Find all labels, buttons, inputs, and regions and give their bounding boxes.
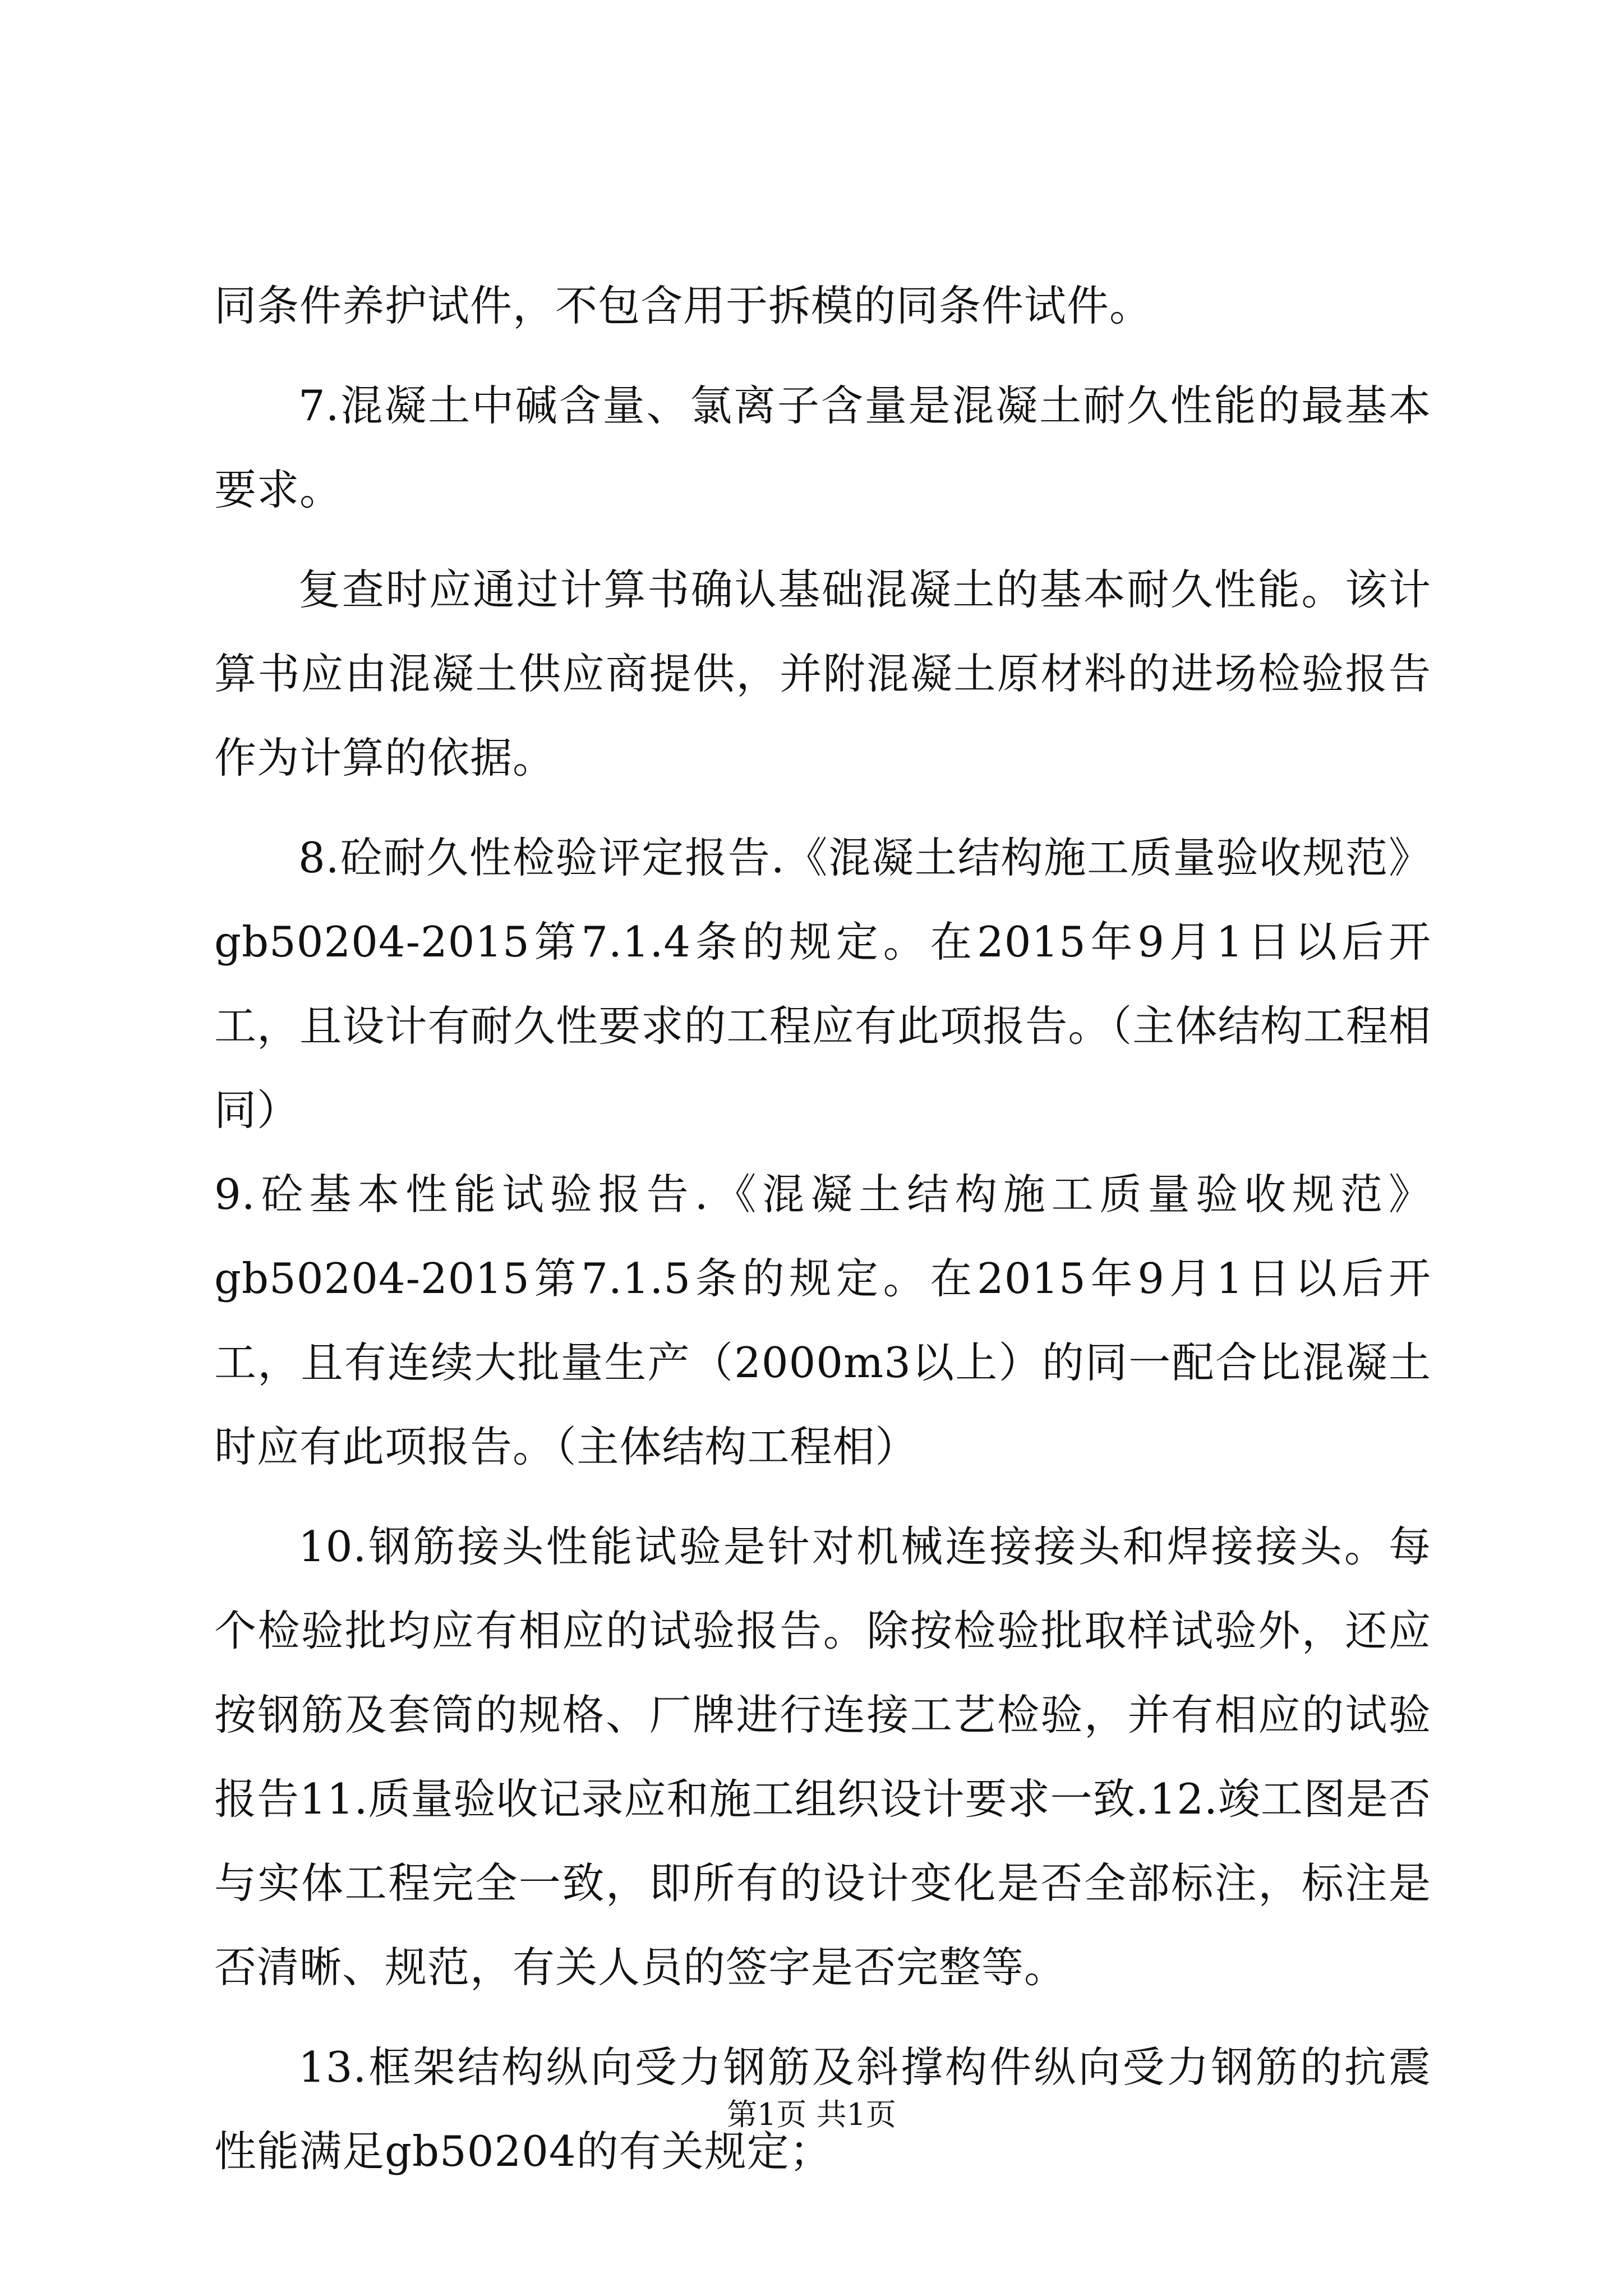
paragraph-item-8: 8.砼耐久性检验评定报告.《混凝土结构施工质量验收规范》gb50204-2015第7.1.4条的规定。在2015年9月1日以后开工，且设计有耐久性要求的工程应有此项报告。（主体结构工程相同） [214,833,1431,1135]
paragraph-item-7: 7.混凝土中碱含量、氯离子含量是混凝土耐久性能的最基本要求。 [214,381,1431,514]
paragraph-item-13: 13.框架结构纵向受力钢筋及斜撑构件纵向受力钢筋的抗震性能满足gb50204的有关规定； [214,2042,1431,2176]
paragraph-review-note: 复查时应通过计算书确认基础混凝土的基本耐久性能。该计算书应由混凝土供应商提供，并附混凝土原材料的进场检验报告作为计算的依据。 [214,565,1431,783]
page-footer: 第1页 共1页 [727,2097,896,2132]
paragraph-item-9: 9.砼基本性能试验报告.《混凝土结构施工质量验收规范》gb50204-2015第7.1.5条的规定。在2015年9月1日以后开工，且有连续大批量生产（2000m3以上）的同一配合比混凝土时应有此项报告。（主体结构工程相） [214,1170,1431,1471]
paragraph-continuation: 同条件养护试件，不包含用于拆模的同条件试件。 [214,281,1152,330]
paragraph-item-10-12: 10.钢筋接头性能试验是针对机械连接接头和焊接接头。每个检验批均应有相应的试验报告。除按检验批取样试验外，还应按钢筋及套筒的规格、厂牌进行连接工艺检验，并有相应的试验报告11.质量验收记录应和施工组织设计要求一致.12.竣工图是否与实体工程完全一致，即所有的设计变化是否全部标注，标注是否清晰、规范，有关人员的签字是否完整等。 [214,1522,1431,1992]
document-body [214,264,1431,2193]
